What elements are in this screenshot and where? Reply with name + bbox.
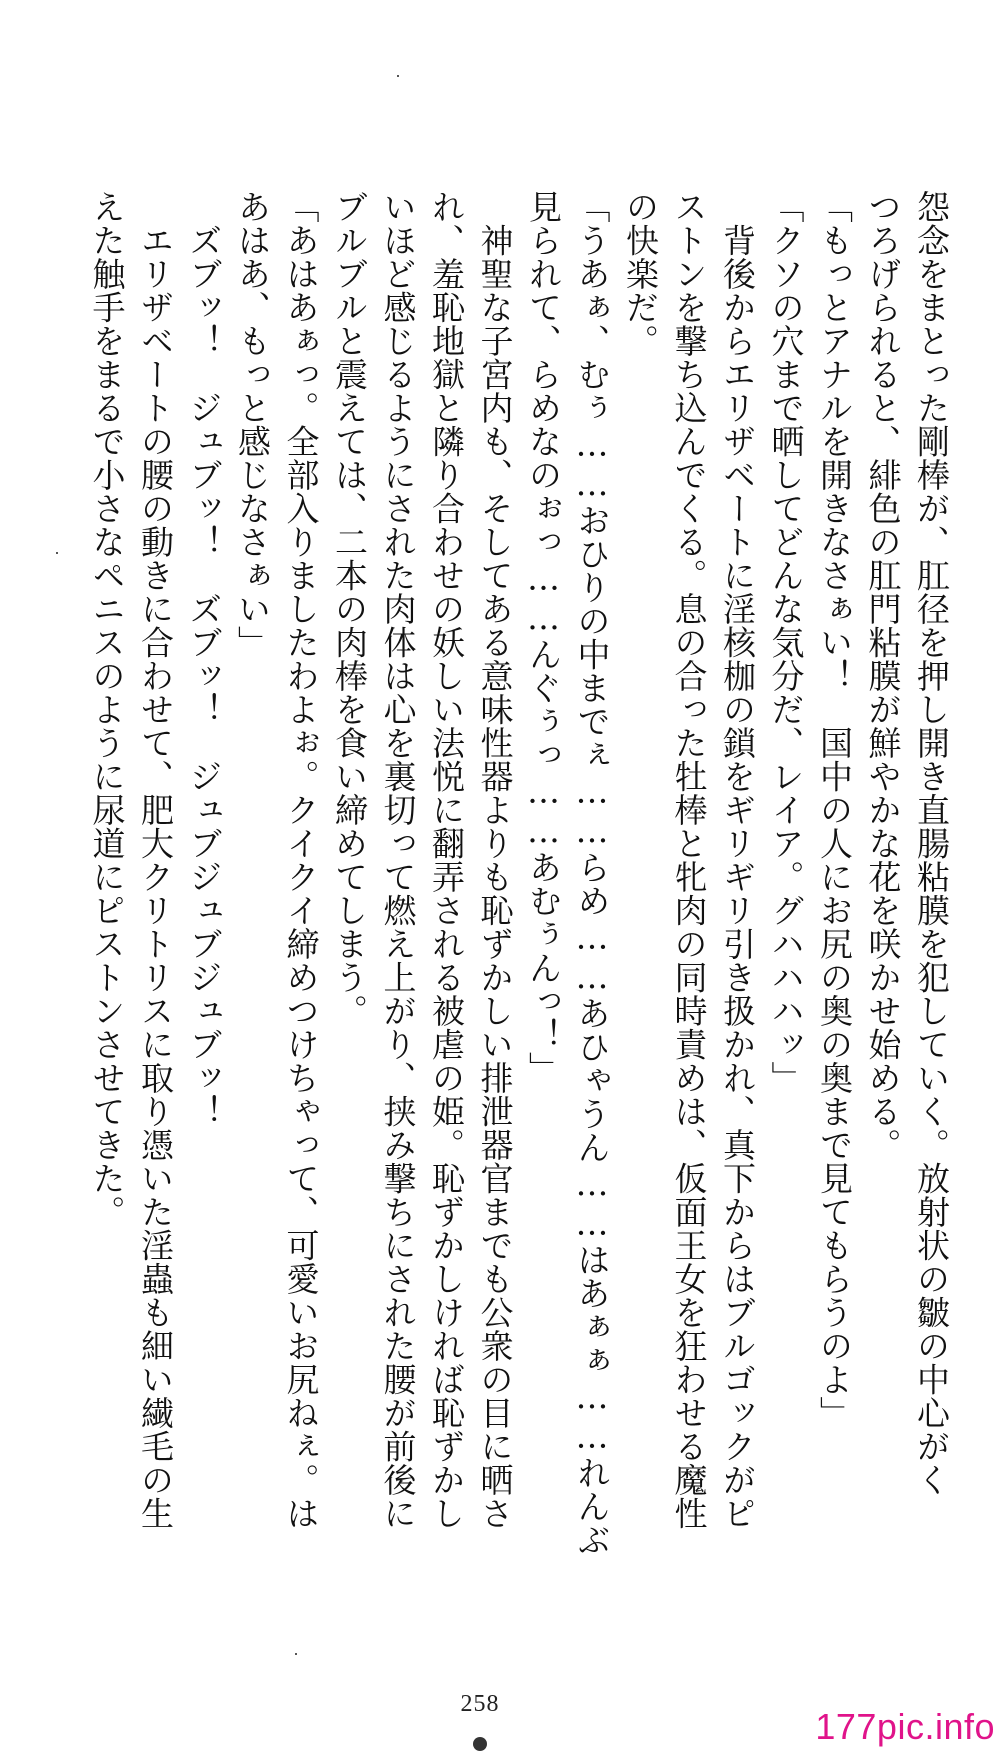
text-line: 「もっとアナルを開きなさぁい！ 国中の人にお尻の奥の奥まで見てもらうのよ」 bbox=[815, 190, 854, 1430]
text-line: 「あはあぁっ。全部入りましたわよぉ。クイクイ締めつけちゃって、可愛いお尻ねぇ。は bbox=[281, 190, 321, 1530]
text-line: れ、羞恥地獄と隣り合わせの妖しい法悦に翻弄される被虐の姫。恥ずかしければ恥ずかし bbox=[427, 190, 466, 1530]
text-line: いほど感じるようにされた肉体は心を裏切って燃え上がり、挟み撃ちにされた腰が前後に bbox=[378, 190, 418, 1530]
text-line: つろげられると、緋色の肛門粘膜が鮮やかな花を咲かせ始める。 bbox=[863, 190, 903, 1162]
text-line: 背後からエリザベートに淫核枷の鎖をギリギリ引き扱かれ、真下からはブルゴックがピ bbox=[718, 190, 757, 1530]
scan-speck bbox=[397, 75, 399, 77]
text-line: 「うあぁ、むぅ……おひりの中までぇ……らめ……あひゃうん……はあぁぁ……れんぶ bbox=[572, 190, 612, 1557]
watermark: 177pic.info bbox=[815, 1706, 995, 1747]
scan-speck bbox=[56, 552, 58, 554]
text-line: 「クソの穴まで晒してどんな気分だ、レイア。グハハハッ」 bbox=[766, 190, 806, 1095]
scan-speck bbox=[295, 1653, 297, 1655]
vertical-text-body bbox=[35, 190, 955, 1557]
text-line: エリザベートの腰の動きに合わせて、肥大クリトリスに取り憑いた淫蟲も細い繊毛の生 bbox=[136, 190, 175, 1530]
text-line: ズブッ！ ジュブッ！ ズブッ！ ジュブジュブジュブッ！ bbox=[184, 190, 224, 1128]
text-line: 怨念をまとった剛棒が、肛径を押し開き直腸粘膜を犯していく。放射状の皺の中心がく bbox=[912, 190, 951, 1497]
text-line: ブルブルと震えては、二本の肉棒を食い締めてしまう。 bbox=[330, 190, 369, 1028]
text-line: あはあ、もっと感じなさぁい」 bbox=[233, 190, 272, 659]
page-marker-dot bbox=[473, 1737, 487, 1751]
text-line: 神聖な子宮内も、そしてある意味性器よりも恥ずかしい排泄器官までも公衆の目に晒さ bbox=[475, 190, 515, 1530]
page-number: 258 bbox=[460, 1691, 500, 1717]
text-line: の快楽だ。 bbox=[621, 190, 660, 358]
text-line: 見られて、らめなのぉっ……んぐぅっ……あむぅんっ！」 bbox=[524, 190, 563, 1085]
text-line: ストンを撃ち込んでくる。息の合った牡棒と牝肉の同時責めは、仮面王女を狂わせる魔性 bbox=[669, 190, 709, 1530]
text-line: えた触手をまるで小さなペニスのように尿道にピストンさせてきた。 bbox=[87, 190, 127, 1229]
